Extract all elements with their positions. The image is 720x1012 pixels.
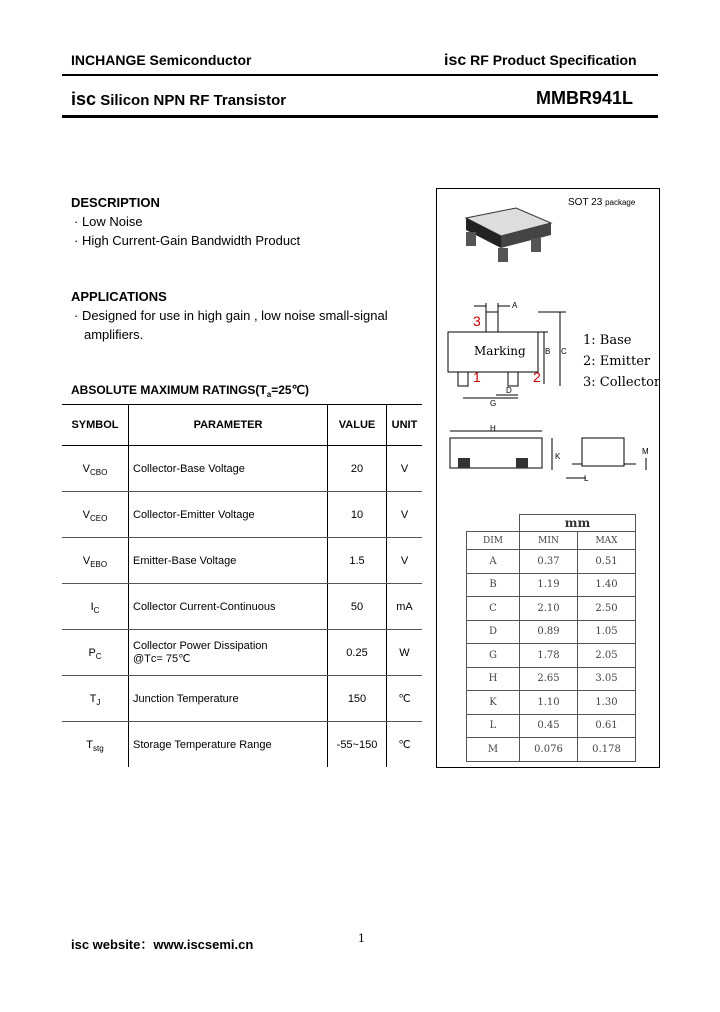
min-cell: 1.19 [520, 573, 578, 597]
pin-number: 1 [473, 369, 481, 385]
unit-header: mm [520, 515, 636, 532]
ratings-table [62, 404, 422, 767]
symbol-sub: stg [93, 743, 104, 753]
dim-cell: M [467, 738, 520, 762]
parameter-line: Collector Power Dissipation [133, 640, 268, 652]
unit-cell: ℃ [398, 739, 411, 751]
symbol: I [90, 600, 94, 613]
ratings-title-post: =25℃) [271, 383, 310, 397]
dim-letter: H [490, 424, 496, 433]
value-cell: 10 [328, 492, 387, 538]
min-header: MIN [520, 532, 578, 550]
dimensions-table [466, 514, 636, 762]
max-cell: 1.05 [578, 620, 636, 644]
table-row [62, 630, 422, 676]
company-name: INCHANGE Semiconductor [71, 52, 252, 68]
dim-letter: G [490, 399, 497, 408]
table-row [467, 550, 636, 574]
applications-line: · Designed for use in high gain , low noise small-signal [74, 308, 388, 323]
parameter-cell: Collector Current-Continuous [129, 584, 328, 630]
min-cell: 0.076 [520, 738, 578, 762]
value-cell: 1.5 [328, 538, 387, 584]
max-cell: 2.05 [578, 644, 636, 668]
symbol: T [86, 738, 94, 751]
parameter-cell: Junction Temperature [129, 676, 328, 722]
min-cell: 2.10 [520, 597, 578, 621]
empty-cell [467, 515, 520, 532]
symbol-sub: EBO [90, 559, 108, 569]
parameter-cell: Emitter-Base Voltage [129, 538, 328, 584]
dim-letter: B [545, 347, 551, 356]
ratings-title-text: ABSOLUTE MAXIMUM RATINGS(T [71, 383, 267, 397]
symbol-cell [62, 722, 129, 768]
table-row [62, 676, 422, 722]
side-view-outline [450, 431, 646, 478]
symbol-header: SYMBOL [62, 405, 129, 446]
symbol-cell [62, 676, 129, 722]
unit-cell: V [387, 492, 423, 538]
value-cell: 20 [328, 446, 387, 492]
parameter-cell: Collector-Base Voltage [129, 446, 328, 492]
parameter-cell: Collector-Emitter Voltage [129, 492, 328, 538]
header-rule-bottom [62, 115, 658, 118]
dim-cell: H [467, 667, 520, 691]
symbol-cell [62, 492, 129, 538]
part-number: MMBR941L [536, 88, 634, 108]
package-3d-icon [466, 208, 551, 262]
table-row [467, 573, 636, 597]
table-row [467, 644, 636, 668]
product-title [71, 89, 286, 110]
min-cell: 0.37 [520, 550, 578, 574]
symbol: V [82, 462, 90, 475]
unit-cell: V [387, 446, 423, 492]
value-cell: 50 [328, 584, 387, 630]
unit-cell: ℃ [387, 676, 423, 722]
unit-cell: mA [387, 584, 423, 630]
applications-line: amplifiers. [84, 327, 144, 342]
max-cell: 1.30 [578, 691, 636, 715]
website-label: isc website： [71, 937, 154, 952]
description-item: · High Current-Gain Bandwidth Product [74, 233, 301, 248]
max-cell: 0.178 [578, 738, 636, 762]
parameter-header: PARAMETER [129, 405, 328, 446]
dim-letter: M [642, 447, 649, 456]
header-rule-top [62, 74, 658, 76]
ratings-title-sub: a [266, 390, 272, 399]
dim-cell: D [467, 620, 520, 644]
symbol-cell [62, 584, 129, 630]
product-desc: Silicon NPN RF Transistor [100, 92, 287, 109]
table-row [62, 446, 422, 492]
unit-header: UNIT [387, 405, 423, 446]
dim-letter: K [555, 452, 561, 461]
dim-letter: D [506, 386, 512, 395]
max-cell: 3.05 [578, 667, 636, 691]
table-row [467, 738, 636, 762]
dim-letter: C [561, 347, 567, 356]
dims-unit-row [467, 515, 636, 532]
dims-header-row [467, 532, 636, 550]
table-row [467, 620, 636, 644]
unit-cell: V [387, 538, 423, 584]
applications-title: APPLICATIONS [71, 289, 167, 304]
table-row [467, 714, 636, 738]
footer-website [71, 934, 253, 953]
description-title: DESCRIPTION [71, 195, 160, 210]
parameter-cell: Storage Temperature Range [129, 722, 328, 768]
min-cell: 0.45 [520, 714, 578, 738]
min-cell: 2.65 [520, 667, 578, 691]
value-cell: 0.25 [328, 630, 387, 676]
marking-label: Marking [474, 344, 526, 358]
symbol-cell [62, 630, 129, 676]
isc-logo-text: isc [71, 89, 97, 109]
parameter-line: @Tᴄ= 75℃ [133, 653, 191, 665]
dim-cell: K [467, 691, 520, 715]
symbol-sub: C [95, 651, 102, 661]
symbol-sub: CBO [90, 467, 108, 477]
pin-legend-item: 1: Base [583, 333, 632, 348]
symbol: V [82, 508, 90, 521]
symbol-cell [62, 538, 129, 584]
max-cell: 0.61 [578, 714, 636, 738]
pin-legend-item: 3: Collector [583, 375, 661, 390]
dim-cell: L [467, 714, 520, 738]
min-cell: 0.89 [520, 620, 578, 644]
website-link[interactable]: www.iscsemi.cn [153, 937, 254, 952]
dim-cell: G [467, 644, 520, 668]
ratings-title [71, 383, 309, 397]
pin-number: 3 [473, 313, 481, 329]
package-name: SOT 23 [568, 197, 603, 208]
max-cell: 2.50 [578, 597, 636, 621]
table-row [467, 691, 636, 715]
symbol-sub: J [96, 697, 101, 707]
table-row [62, 538, 422, 584]
isc-logo-text: isc [444, 52, 467, 69]
dim-cell: A [467, 550, 520, 574]
pin-legend [583, 330, 660, 393]
min-cell: 1.78 [520, 644, 578, 668]
symbol: V [82, 554, 91, 567]
table-row [62, 584, 422, 630]
dim-header: DIM [467, 532, 520, 550]
table-row [467, 597, 636, 621]
ratings-header-row [62, 405, 422, 446]
value-header: VALUE [328, 405, 387, 446]
spec-title [444, 52, 637, 70]
dim-cell: B [467, 573, 520, 597]
symbol-cell [62, 446, 129, 492]
value-cell: 150 [328, 676, 387, 722]
pin-number: 2 [533, 369, 541, 385]
min-cell: 1.10 [520, 691, 578, 715]
symbol-sub: C [93, 605, 100, 615]
symbol: P [88, 646, 96, 659]
spec-title-text: RF Product Specification [470, 52, 637, 68]
description-item: · Low Noise [74, 214, 143, 229]
table-row [62, 492, 422, 538]
table-row [467, 667, 636, 691]
dim-letter: L [584, 474, 589, 483]
package-suffix: package [605, 198, 636, 207]
table-row [62, 722, 422, 768]
dim-cell: C [467, 597, 520, 621]
parameter-cell [129, 630, 328, 676]
dim-letter: A [512, 301, 518, 310]
max-cell: 1.40 [578, 573, 636, 597]
symbol-sub: CEO [90, 513, 108, 523]
symbol: T [89, 692, 97, 705]
value-cell: -55~150 [328, 722, 387, 768]
unit-cell: W [387, 630, 423, 676]
max-header: MAX [578, 532, 636, 550]
page-number: 1 [358, 932, 365, 945]
pin-legend-item: 2: Emitter [583, 354, 651, 369]
max-cell: 0.51 [578, 550, 636, 574]
